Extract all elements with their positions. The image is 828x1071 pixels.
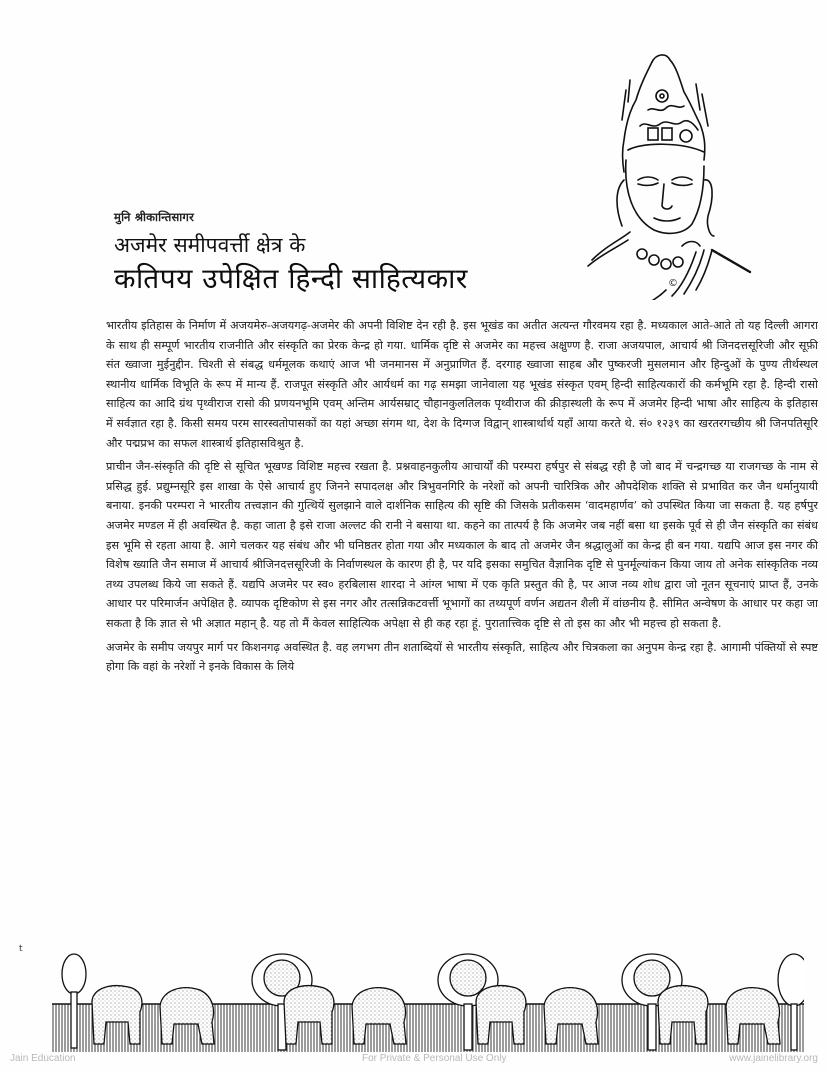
article-header <box>114 210 554 297</box>
copyright-mark: © <box>668 278 678 289</box>
footer-website-link[interactable]: www.jainelibrary.org <box>729 1053 818 1064</box>
footer-usage-note: For Private & Personal Use Only <box>362 1053 507 1064</box>
author-name: मुनि श्रीकान्तिसागर <box>114 210 194 224</box>
paragraph-1: भारतीय इतिहास के निर्माण में अजयमेरु-अजयगढ़-अजमेर की अपनी विशिष्ट देन रही है. इस भूखंड का अतीत अत्यन्त गौरवमय रहा है. मध्यकाल आते-आते तो यह दिल्ली आगरा के साथ ही सम्पूर्ण भारतीय राजनीति और संस्कृति का प्रेरक केन्द्र हो गया. धार्मिक दृष्टि से अजमेर का महत्त्व अक्षुण्ण है. राजा अजयपाल, आचार्य श्री जिनदत्तसूरिजी और सूफ़ी संत ख्वाजा मुईनुद्दीन. चिश्ती से संबद्ध धर्ममूलक कथाएं आज भी जनमानस में अनुप्राणित हैं. दरगाह ख्वाजा साहब और पुष्करजी मुसलमान और हिन्दुओं के पुण्य तीर्थस्थल स्थानीय धार्मिक विभूति के रूप में मान्य हैं. राजपूत संस्कृति और आर्यधर्म का गढ़ समझा जानेवाला यह भूखंड संस्कृत एवम् हिन्दी साहित्यकारों की कर्मभूमि रहा है. हिन्दी रासो साहित्य का आदि ग्रंथ पृथ्वीराज रासो की प्रणयनभूमि एवम् अन्तिम आर्यसम्राट् चौहानकुलतिलक पृथ्वीराज की क्रीड़ास्थली के रूप में अजमेर हिन्दी भाषा और साहित्य के इतिहास में सर्वज्ञात रहा है. किसी समय परम सारस्वतोपासकों का यहां अच्छा संगम था, देश के दिग्गज विद्वान् शास्त्रार्थार्थ यहाँ आया करते थे. सं० १२३९ का खरतरगच्छीय श्री जिनपतिसूरि और पद्मप्रभ का सफल शास्त्रार्थ इतिहासविश्रुत है. <box>106 319 818 450</box>
paragraph-3: अजमेर के समीप जयपुर मार्ग पर किशनगढ़ अवस्थित है. वह लगभग तीन शताब्दियों से भारतीय संस्कृति, साहित्य और चित्रकला का अनुपम केन्द्र रहा है. आगामी पंक्तियों से स्पष्ट होगा कि वहां के नरेशों ने इनके विकास के लिये <box>106 640 818 674</box>
elephant-frieze-icon <box>52 952 804 1052</box>
margin-mark: t <box>19 944 23 954</box>
article-subtitle: अजमेर समीपवर्त्ती क्षेत्र के <box>114 233 306 257</box>
deity-illustration-icon <box>572 40 772 300</box>
footer-watermark <box>0 1053 828 1069</box>
article-body <box>106 316 818 681</box>
footer-publisher: Jain Education <box>10 1053 76 1064</box>
paragraph-2: प्राचीन जैन-संस्कृति की दृष्टि से सूचित भूखण्ड विशिष्ट महत्त्व रखता है. प्रश्नवाहनकुलीय आचार्यों की परम्परा हर्षपुर से संबद्ध रही है जो बाद में चन्द्रगच्छ या राजगच्छ के नाम से प्रसिद्ध हुई. प्रद्युम्नसूरि इस शाखा के ऐसे आचार्य हुए जिनने सपादलक्ष और त्रिभुवनगिरि के नरेशों को अपनी चारित्रिक और औपदेशिक शक्ति से प्रभावित कर जैन धर्मानुयायी बनाया. इनकी परम्परा ने भारतीय तत्त्वज्ञान की गुत्थियें सुलझाने वाले दार्शनिक साहित्य की सृष्टि की जिसके प्रतीकसम ‘वादमहार्णव’ को उपस्थित किया जा सकता है. यह हर्षपुर अजमेर मण्डल में ही अवस्थित है. कहा जाता है इसे राजा अल्लट की रानी ने बसाया था. कहने का तात्पर्य है कि अजमेर जब नहीं बसा था इसके पूर्व से ही जैन संस्कृति का संबंध इस भूमि से रहता आया है. आगे चलकर यह संबंध और भी घनिष्ठतर होता गया और मध्यकाल के बाद तो अजमेर जैन श्रद्धालुओं का केन्द्र ही बन गया. यद्यपि आज इस नगर की विशेष ख्याति जैन समाज में आचार्य श्रीजिनदत्तसूरिजी के निर्वाणस्थल के कारण ही है, पर यदि इसका समुचित वैज्ञानिक दृष्टि से पुनर्मूल्यांकन किया जाय तो अनेक सांस्कृतिक नव्य तथ्य उपलब्ध किये जा सकते हैं. यद्यपि अजमेर पर स्व० हरबिलास शारदा ने आंग्ल भाषा में एक कृति प्रस्तुत की है, पर आज नव्य शोध द्वारा जो नूतन सूचनाएं प्राप्त हैं, उनके आधार पर परिमार्जन अपेक्षित है. व्यापक दृष्टिकोण से इस नगर और तत्सन्निकटवर्त्ती भूभागों का तथ्यपूर्ण वर्णन अद्यतन शैली में वांछनीय है. सीमित अन्वेषण के आधार पर कहा जा सकता है कि ज्ञात से भी अज्ञात महान् है. यह तो मैं केवल साहित्यिक अपेक्षा से ही कह रहा हूं. पुरातात्त्विक दृष्टि से तो इस का और भी महत्त्व हो सकता है. <box>106 460 818 630</box>
article-title: कतिपय उपेक्षित हिन्दी साहित्यकार <box>114 262 468 295</box>
